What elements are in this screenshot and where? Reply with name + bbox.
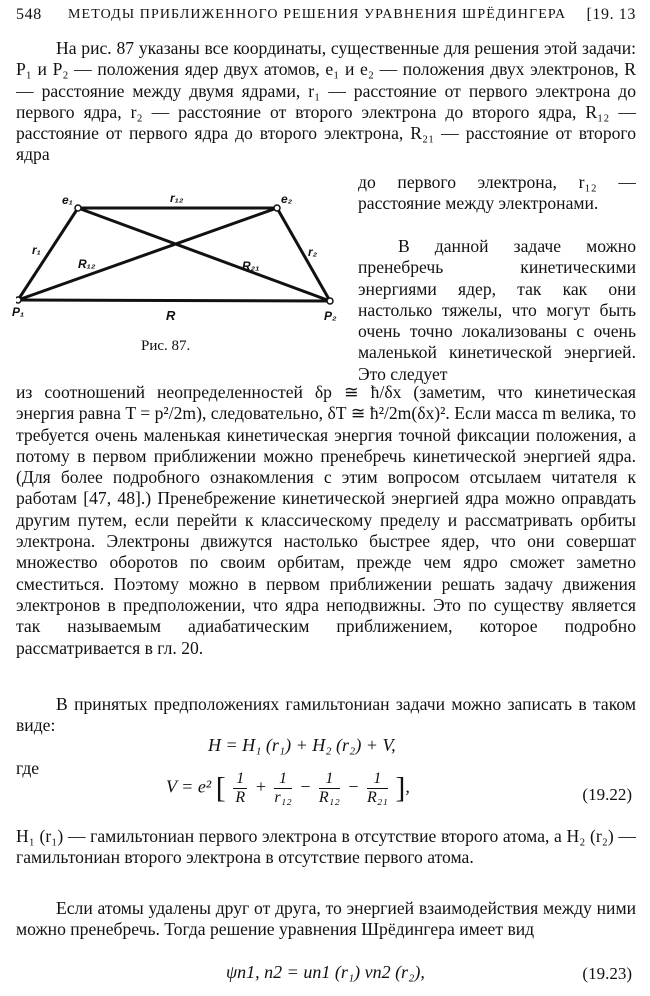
term-3-sign: − <box>299 776 312 797</box>
label-e2: e₂ <box>281 192 293 206</box>
equation-hamiltonian: H = H₁ (r₁) + H₂ (r₂) + V, <box>208 735 396 755</box>
edge-R21 <box>78 208 330 301</box>
paragraph-coordinates-wrap: до первого электрона, r₁₂ — расстояние между электронами. <box>358 172 636 214</box>
fraction-numerator: 1 <box>367 770 388 789</box>
fraction-denominator: r₁₂ <box>274 789 292 806</box>
section-number: [19. 13 <box>586 6 636 23</box>
fraction-1-over-R <box>233 770 247 807</box>
paragraph-solution: Если атомы удалены друг от друга, то энергией взаимодействия между ними можно пренебречь. Тогда решение уравнения Шрёдингера имеет вид <box>16 898 636 940</box>
label-R12: R₁₂ <box>78 257 96 271</box>
fraction-denominator: R₂₁ <box>366 789 388 806</box>
page-number: 548 <box>16 6 42 23</box>
paragraph-hamiltonian-intro: В принятых предположениях гамильтониан задачи можно записать в таком виде: <box>16 694 636 736</box>
vertex-e1 <box>75 205 81 211</box>
term-4-sign: − <box>347 776 360 797</box>
paragraph-adiabatic: из соотношений неопределенностей δp ≅ ħ/δx (заметим, что кинетическая энергия равна T = p²/2m), следовательно, δT ≅ ħ²/2m(δx)². Если масса m велика, то требуется очень маленькая кинетическая энергия точной фиксации положения, а потому в первом приближении можно пренебречь кинетической энергией ядра. (Для более подробного ознакомления с этим вопросом отсылаем читателя к работам [47, 48].) Пренебрежение кинетической энергией ядра можно оправдать другим путем, если перейти к классическому пределу и рассматривать орбиты электрона. Электроны движутся настолько быстрее ядер, что они совершат множество оборотов по своим орбитам, прежде чем ядро сможет заметно сместиться. Поэтому можно в первом приближении решать задачу движения электронов в предположении, что ядра неподвижны. Это по существу является так называемым адиабатическим приближением, которое подробно рассматривается в гл. 20. <box>16 382 636 658</box>
edge-R <box>18 300 330 301</box>
label-r12: r₁₂ <box>170 191 184 205</box>
fraction-numerator: 1 <box>319 770 340 789</box>
fraction-numerator: 1 <box>274 770 291 789</box>
fraction-denominator: R <box>235 789 246 806</box>
fraction-1-over-R21 <box>367 770 388 807</box>
fraction-denominator: R₁₂ <box>318 789 340 806</box>
label-R21: R₂₁ <box>242 259 260 273</box>
fraction-1-over-r12 <box>274 770 291 807</box>
bracket-open: [ <box>215 771 226 805</box>
paragraph-adiabatic-wrap: В данной задаче можно пренебречь кинетическими энергиями ядер, так как они настолько тяжелы, что могут быть очень точно локализованы с очень маленькой кинетической энергией. Это следует <box>358 236 636 384</box>
label-e1: e₁ <box>62 193 73 207</box>
label-r2: r₂ <box>308 245 318 259</box>
edge-r2 <box>277 208 330 301</box>
text-where: где <box>16 758 40 778</box>
figure-caption: Рис. 87. <box>141 338 191 354</box>
equation-wavefunction: ψn1, n2 = un1 (r₁) vn2 (r₂), <box>226 962 425 982</box>
equation-number-19-23: (19.23) <box>582 964 632 983</box>
label-P2: P₂ <box>324 309 337 323</box>
paragraph-hamiltonian-def: H₁ (r₁) — гамильтониан первого электрона в отсутствие второго атома, а H₂ (r₂) — гамильтониан второго электрона в отсутствие первого атома. <box>16 826 636 868</box>
bracket-close: ] <box>395 771 406 805</box>
running-header <box>16 6 636 28</box>
running-title: МЕТОДЫ ПРИБЛИЖЕННОГО РЕШЕНИЯ УРАВНЕНИЯ ШРЁДИНГЕРА <box>68 7 567 22</box>
edge-R12 <box>18 208 277 300</box>
edge-r1 <box>18 208 78 300</box>
equation-potential: V = e² [ $\frac{1}{R}$ + $\frac{1}{\text{r₁₂}}$ − $\frac{1}{\text{R₁₂}}$ − $\frac{1}{\text{R₂₁}}$ ], <box>166 770 410 806</box>
vertex-e2 <box>274 205 280 211</box>
fraction-numerator: 1 <box>233 770 247 789</box>
vertex-P1 <box>16 297 21 303</box>
label-R: R <box>166 308 176 323</box>
equation-potential-lhs: V = e² <box>166 776 212 797</box>
label-P1: P₁ <box>12 305 25 319</box>
term-2-sign: + <box>254 776 267 797</box>
label-r1: r₁ <box>32 243 41 257</box>
vertex-P2 <box>327 298 333 304</box>
fraction-1-over-R12 <box>319 770 340 807</box>
equation-number-19-22: (19.22) <box>582 785 632 804</box>
paragraph-coordinates: На рис. 87 указаны все координаты, существенные для решения этой задачи: P₁ и P₂ — положения ядер двух атомов, e₁ и e₂ — положения двух электронов, R — расстояние между двумя ядрами, r₁ — расстояние от первого электрона до первого ядра, r₂ — расстояние от второго электрона до второго ядра, R₁₂ — расстояние от первого ядра до второго электрона, R₂₁ — расстояние от второго ядра <box>16 38 636 165</box>
